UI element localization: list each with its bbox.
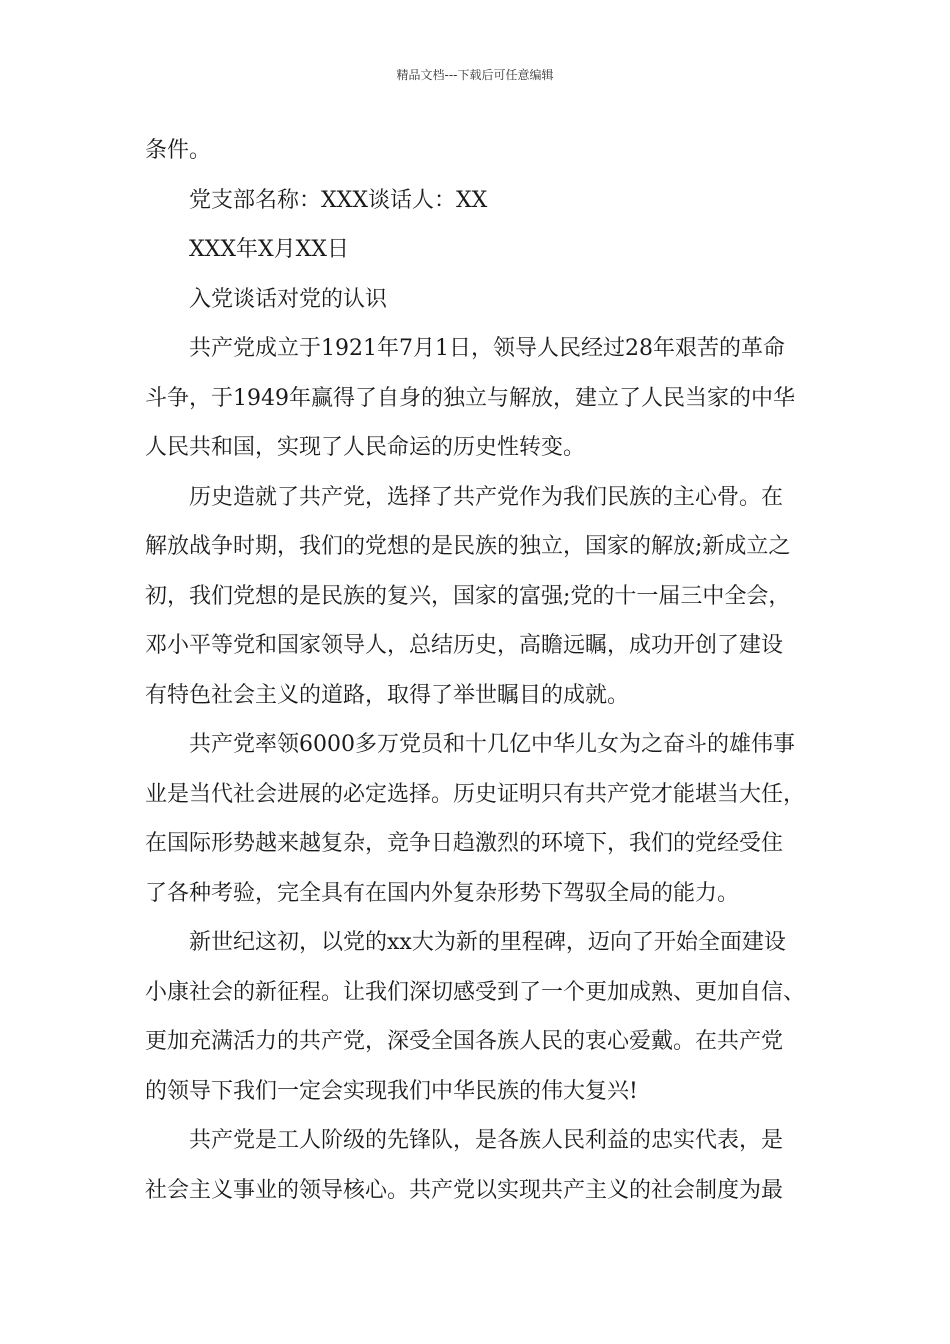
text-line-13: 共产党率领6000多万党员和十几亿中华儿女为之奋斗的雄伟事 [189, 732, 795, 757]
document-body [145, 126, 810, 1215]
text-line-9: 解放战争时期，我们的党想的是民族的独立，国家的解放;新成立之 [145, 534, 791, 559]
text-line-17: 新世纪这初，以党的xx大为新的里程碑，迈向了开始全面建设 [189, 930, 786, 955]
text-line-5: 共产党成立于1921年7月1日，领导人民经过28年艰苦的革命 [189, 336, 785, 361]
page-header: 精品文档---下载后可任意编辑 [396, 68, 554, 82]
text-line-3: XXX年X月XX日 [189, 237, 349, 262]
text-line-19: 更加充满活力的共产党，深受全国各族人民的衷心爱戴。在共产党 [145, 1029, 784, 1054]
text-line-10: 初，我们党想的是民族的复兴，国家的富强;党的十一届三中全会， [145, 583, 791, 609]
text-line-2: 党支部名称：XXX谈话人：XX [189, 187, 488, 213]
text-line-8: 历史造就了共产党，选择了共产党作为我们民族的主心骨。在 [189, 484, 784, 510]
text-line-18: 小康社会的新征程。让我们深切感受到了一个更加成熟、更加自信、 [145, 979, 806, 1005]
text-line-20: 的领导下我们一定会实现我们中华民族的伟大复兴! [145, 1078, 638, 1104]
text-line-16: 了各种考验，完全具有在国内外复杂形势下驾驭全局的能力。 [145, 880, 740, 906]
text-line-7: 人民共和国，实现了人民命运的历史性转变。 [145, 435, 586, 460]
text-line-14: 业是当代社会进展的必定选择。历史证明只有共产党才能堪当大任， [145, 781, 806, 807]
text-line-12: 有特色社会主义的道路，取得了举世瞩目的成就。 [145, 682, 630, 708]
text-line-4: 入党谈话对党的认识 [189, 286, 388, 312]
text-line-22: 社会主义事业的领导核心。共产党以实现共产主义的社会制度为最 [145, 1177, 784, 1203]
text-line-1: 条件。 [145, 138, 212, 163]
text-line-11: 邓小平等党和国家领导人，总结历史，高瞻远瞩，成功开创了建设 [145, 633, 784, 658]
text-line-6: 斗争，于1949年赢得了自身的独立与解放，建立了人民当家的中华 [145, 385, 795, 411]
text-line-21: 共产党是工人阶级的先锋队，是各族人民利益的忠实代表，是 [189, 1128, 784, 1153]
text-line-15: 在国际形势越来越复杂，竞争日趋激烈的环境下，我们的党经受住 [145, 831, 784, 856]
